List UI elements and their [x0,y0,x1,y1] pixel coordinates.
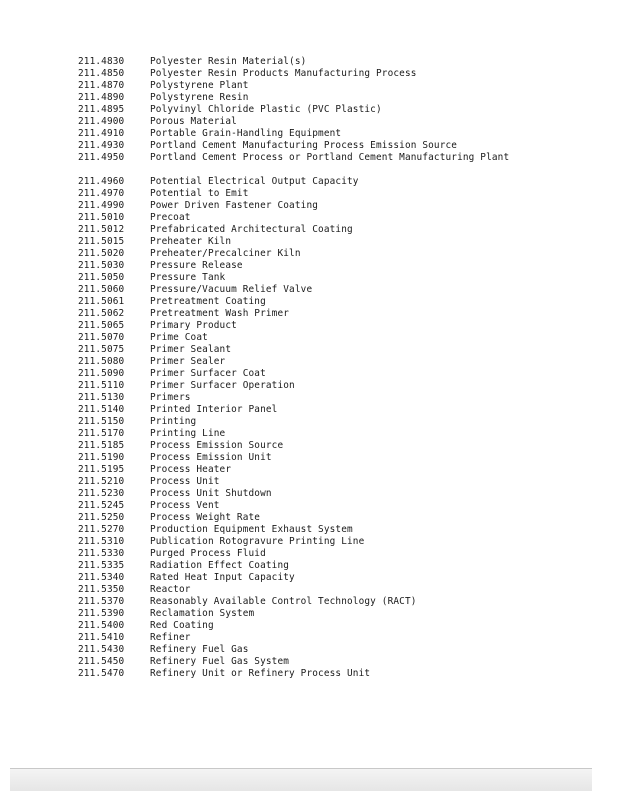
section-number: 211.5010 [78,212,125,223]
defined-term: Polyester Resin Products Manufacturing Process [150,68,417,79]
index-entry [78,608,548,620]
section-number: 211.5140 [78,404,125,415]
index-entry [78,344,548,356]
index-entry [78,248,548,260]
defined-term: Primer Sealant [150,344,232,355]
section-number: 211.5230 [78,488,125,499]
section-number: 211.5050 [78,272,125,283]
index-entry [78,644,548,656]
section-number: 211.5061 [78,296,125,307]
index-entry [78,116,548,128]
index-entry [78,380,548,392]
section-number: 211.5410 [78,632,125,643]
index-entry [78,224,548,236]
index-entry [78,188,548,200]
defined-term: Pressure/Vacuum Relief Valve [150,284,313,295]
section-number: 211.5310 [78,536,125,547]
index-entry [78,668,548,680]
defined-term: Reclamation System [150,608,255,619]
defined-term: Portable Grain-Handling Equipment [150,128,342,139]
index-entry [78,200,548,212]
index-entry [78,596,548,608]
section-number: 211.5190 [78,452,125,463]
section-number: 211.5350 [78,584,125,595]
index-entry [78,392,548,404]
index-entry [78,452,548,464]
index-entry [78,632,548,644]
section-number: 211.5185 [78,440,125,451]
index-entry [78,584,548,596]
index-entry [78,572,548,584]
section-number: 211.5015 [78,236,125,247]
index-entry [78,284,548,296]
section-number: 211.5075 [78,344,125,355]
index-entry [78,500,548,512]
section-number: 211.5340 [78,572,125,583]
section-number: 211.5080 [78,356,125,367]
section-number: 211.4830 [78,56,125,67]
defined-term: Primary Product [150,320,237,331]
defined-term: Potential Electrical Output Capacity [150,176,359,187]
defined-term: Preheater Kiln [150,236,232,247]
section-number: 211.5110 [78,380,125,391]
defined-term: Primer Surfacer Operation [150,380,295,391]
index-entry [78,296,548,308]
index-entry [78,176,548,188]
index-entry [78,104,548,116]
index-entry [78,548,548,560]
defined-term: Pretreatment Coating [150,296,266,307]
index-entry [78,128,548,140]
index-entry [78,320,548,332]
section-number: 211.4900 [78,116,125,127]
defined-term: Process Weight Rate [150,512,261,523]
index-entry [78,212,548,224]
defined-term: Process Heater [150,464,232,475]
section-number: 211.5090 [78,368,125,379]
section-number: 211.5250 [78,512,125,523]
section-number: 211.5270 [78,524,125,535]
defined-term: Refinery Fuel Gas [150,644,249,655]
defined-term: Red Coating [150,620,214,631]
section-number: 211.5400 [78,620,125,631]
index-entry [78,152,548,176]
defined-term: Preheater/Precalciner Kiln [150,248,301,259]
section-number: 211.4990 [78,200,125,211]
defined-term: Potential to Emit [150,188,249,199]
section-index-list [78,56,548,680]
index-entry [78,524,548,536]
index-entry [78,68,548,80]
index-entry [78,236,548,248]
defined-term: Process Emission Unit [150,452,272,463]
index-entry [78,620,548,632]
section-number: 211.5335 [78,560,125,571]
defined-term: Polystyrene Plant [150,80,249,91]
defined-term: Purged Process Fluid [150,548,266,559]
index-entry [78,464,548,476]
index-entry [78,56,548,68]
defined-term: Printing Line [150,428,226,439]
defined-term: Reactor [150,584,191,595]
defined-term: Refinery Fuel Gas System [150,656,290,667]
section-number: 211.5065 [78,320,125,331]
defined-term: Printing [150,416,197,427]
section-number: 211.5245 [78,500,125,511]
defined-term: Rated Heat Input Capacity [150,572,295,583]
defined-term: Portland Cement Manufacturing Process Emission Source [150,140,458,151]
index-entry [78,656,548,668]
defined-term: Refiner [150,632,191,643]
defined-term: Pressure Release [150,260,243,271]
section-number: 211.5430 [78,644,125,655]
index-entry [78,356,548,368]
defined-term: Power Driven Fastener Coating [150,200,319,211]
index-entry [78,416,548,428]
defined-term: Prime Coat [150,332,208,343]
section-number: 211.5450 [78,656,125,667]
section-number: 211.5012 [78,224,125,235]
section-number: 211.5130 [78,392,125,403]
section-number: 211.4910 [78,128,125,139]
index-entry [78,308,548,320]
defined-term: Portland Cement Process or Portland Cement Manufacturing Plant [150,152,510,163]
defined-term: Primer Surfacer Coat [150,368,266,379]
section-number: 211.4930 [78,140,125,151]
section-number: 211.4890 [78,92,125,103]
section-number: 211.5170 [78,428,125,439]
index-entry [78,536,548,548]
section-number: 211.5030 [78,260,125,271]
defined-term: Polystyrene Resin [150,92,249,103]
defined-term: Refinery Unit or Refinery Process Unit [150,668,371,679]
defined-term: Porous Material [150,116,237,127]
section-number: 211.5195 [78,464,125,475]
defined-term: Primers [150,392,191,403]
index-entry [78,80,548,92]
defined-term: Precoat [150,212,191,223]
defined-term: Radiation Effect Coating [150,560,290,571]
section-number: 211.4870 [78,80,125,91]
defined-term: Publication Rotogravure Printing Line [150,536,365,547]
section-number: 211.5070 [78,332,125,343]
index-entry [78,428,548,440]
section-number: 211.4850 [78,68,125,79]
section-number: 211.5330 [78,548,125,559]
section-number: 211.5020 [78,248,125,259]
index-entry [78,260,548,272]
defined-term: Pressure Tank [150,272,226,283]
section-number: 211.5150 [78,416,125,427]
defined-term: Primer Sealer [150,356,226,367]
defined-term: Printed Interior Panel [150,404,278,415]
index-entry [78,488,548,500]
index-entry [78,560,548,572]
defined-term: Polyvinyl Chloride Plastic (PVC Plastic) [150,104,382,115]
index-entry [78,140,548,152]
defined-term: Reasonably Available Control Technology (RACT) [150,596,417,607]
page-footer-bar [10,768,592,791]
section-number: 211.5390 [78,608,125,619]
defined-term: Polyester Resin Material(s) [150,56,307,67]
section-number: 211.5470 [78,668,125,679]
index-entry [78,440,548,452]
index-entry [78,512,548,524]
index-entry [78,92,548,104]
section-number: 211.5060 [78,284,125,295]
section-number: 211.5370 [78,596,125,607]
index-entry [78,404,548,416]
section-number: 211.4970 [78,188,125,199]
defined-term: Pretreatment Wash Primer [150,308,290,319]
defined-term: Prefabricated Architectural Coating [150,224,353,235]
index-entry [78,368,548,380]
section-number: 211.5210 [78,476,125,487]
section-number: 211.4895 [78,104,125,115]
index-entry [78,272,548,284]
section-number: 211.5062 [78,308,125,319]
defined-term: Process Unit Shutdown [150,488,272,499]
index-entry [78,332,548,344]
defined-term: Process Emission Source [150,440,284,451]
index-entry [78,476,548,488]
defined-term: Production Equipment Exhaust System [150,524,353,535]
defined-term: Process Unit [150,476,220,487]
section-number: 211.4960 [78,176,125,187]
defined-term: Process Vent [150,500,220,511]
section-number: 211.4950 [78,152,125,163]
